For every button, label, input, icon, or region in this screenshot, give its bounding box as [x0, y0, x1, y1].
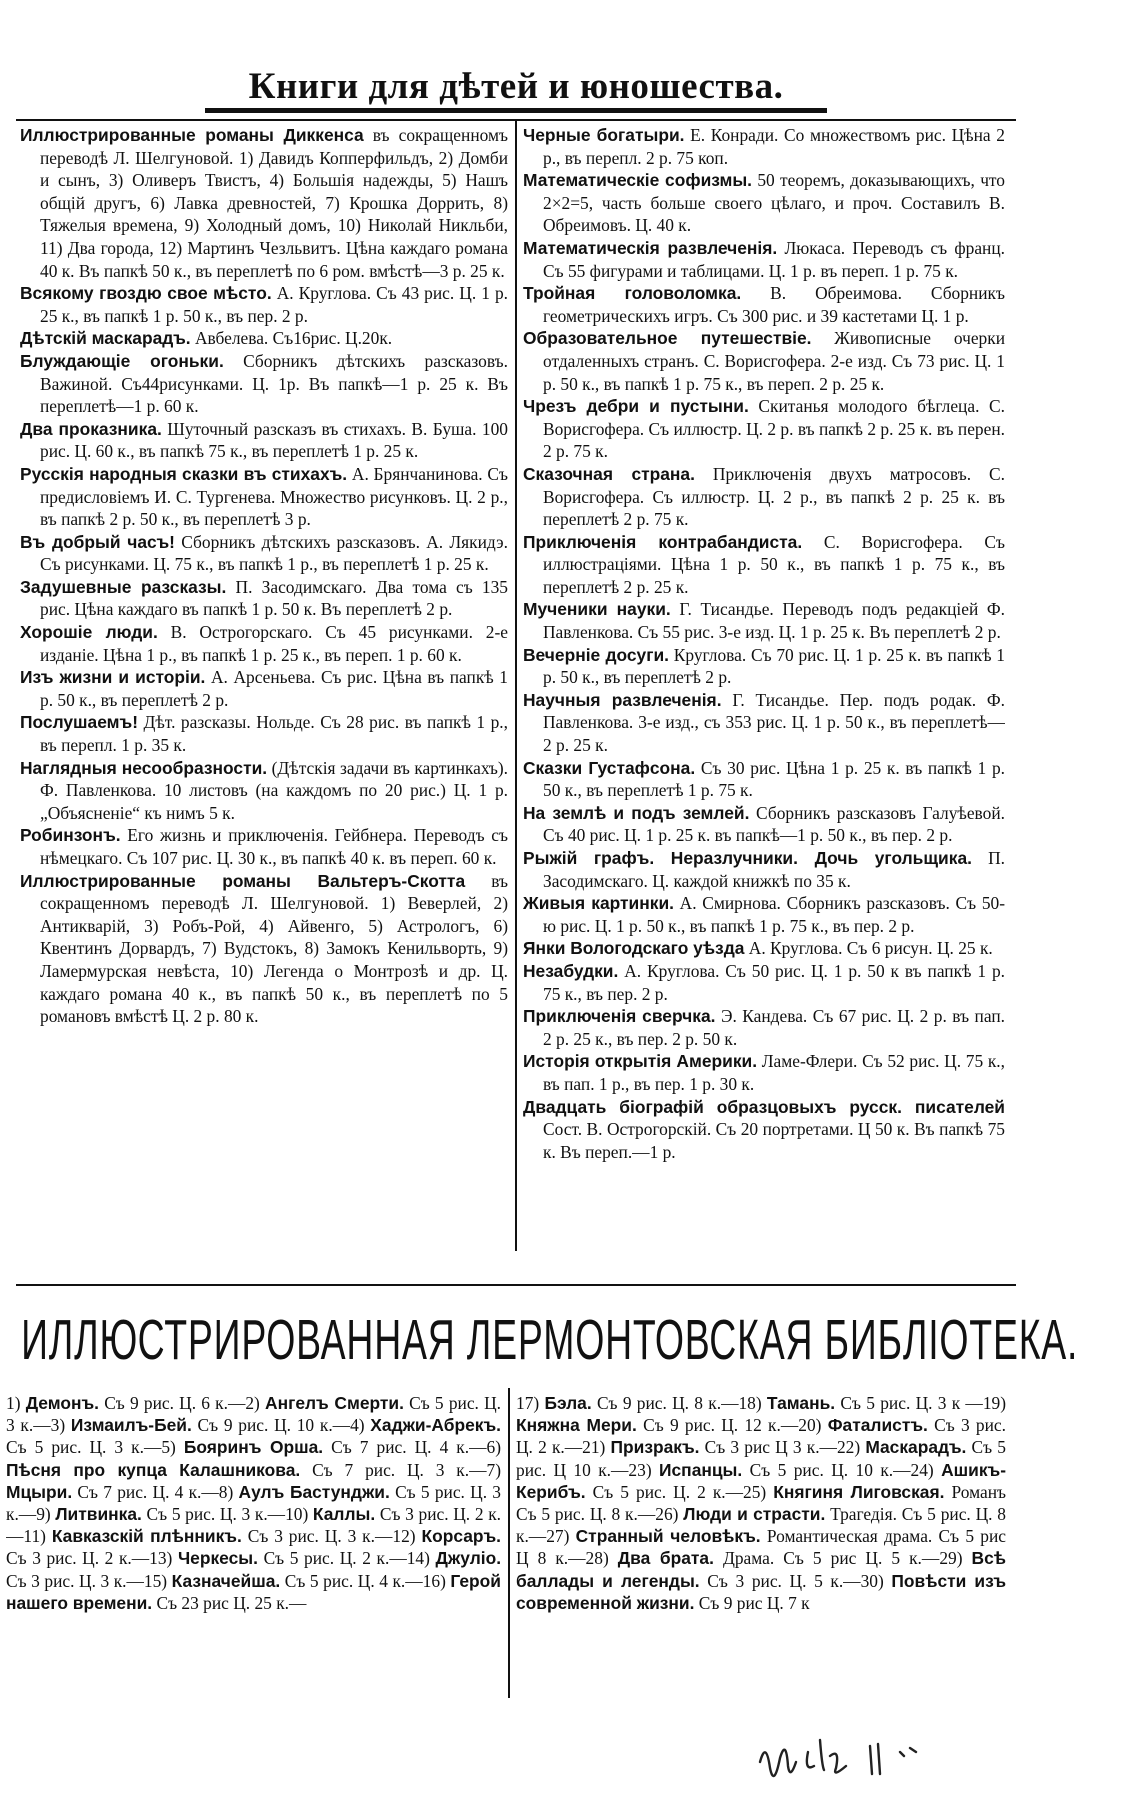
library-item-number: 9): [36, 1504, 56, 1525]
entry-title: Научныя развлеченія.: [523, 689, 722, 710]
entry-details: Люкаса. Переводъ съ франц. Съ 55 фигурами и таблицами. Ц. 1 р. въ переп. 1 р. 75 к.: [543, 237, 1005, 281]
library-item-title: Странный человѣкъ.: [575, 1526, 761, 1547]
library-item-number: 11): [23, 1526, 52, 1547]
entry-details: Ламе-Флери. Съ 52 рис. Ц. 75 к., въ пап. 1 р., въ пер. 1 р. 30 к.: [543, 1051, 1005, 1094]
book-entry: [20, 327, 508, 350]
library-item-number: 23): [628, 1459, 660, 1480]
entry-details: А. Брянчанинова. Съ предисловіемъ И. С. Тургенева. Множество рисунковъ. Ц. 2 р., въ папкѣ 2 р. 50 к., въ переплетѣ 3 р.: [40, 463, 508, 530]
entry-details: А. Смирнова. Сборникъ разсказовъ. Съ 50-ю рис. Ц. 1 р. 50 к., въ папкѣ 1 р. 75 к., въ пер. 2 р.: [543, 893, 1005, 936]
library-item-details: Съ 3 рис. Ц. 2 к.—: [6, 1504, 501, 1547]
entry-details: Скитанья молодого бѣглеца. С. Ворисгофера. Съ иллюстр. Ц. 2 р. въ папкѣ 2 р. 25 к. въ перен. 2 р. 75 к.: [543, 396, 1005, 462]
library-item-details: Съ 9 рис. Ц. 12 к.—: [636, 1415, 799, 1436]
library-item-details: Трагедія. Съ 5 рис. Ц. 8 к.—: [516, 1504, 1006, 1547]
entry-details: А. Круглова. Съ 43 рис. Ц. 1 р. 25 к., въ папкѣ 1 р. 50 к., въ пер. 2 р.: [40, 283, 508, 326]
entry-details: А. Арсеньева. Съ рис. Цѣна въ папкѣ 1 р. 50 к., въ переплетѣ 2 р.: [40, 667, 508, 710]
entry-details: Е. Конради. Со множествомъ рис. Цѣна 2 р., въ перепл. 2 р. 75 коп.: [543, 125, 1005, 168]
entry-details: С. Ворисгофера. Съ иллюстраціями. Цѣна 1 р. 50 к., въ папкѣ 1 р. 75 к., въ переплетѣ 2 р. 25 к.: [543, 531, 1005, 597]
column-divider: [515, 121, 517, 1251]
entry-title: Задушевные разсказы.: [20, 576, 227, 597]
book-entry: [523, 395, 1005, 463]
book-entry: [523, 757, 1005, 802]
entry-title: Приключенія сверчка.: [523, 1006, 716, 1027]
library-item-number: 10): [285, 1504, 313, 1525]
library-item-number: 6): [486, 1437, 501, 1458]
book-entry: [523, 282, 1005, 327]
right-column: [523, 124, 1005, 1252]
library-item-title: Измаилъ-Бей.: [70, 1415, 192, 1436]
entry-details: Сборникъ дѣтскихъ разсказовъ. А. Лякидэ. Съ рисунками. Ц. 75 к., въ папкѣ 1 р., въ переплетѣ 1 р. 25 к.: [40, 531, 508, 575]
page-title: Книги для дѣтей и юношества.: [248, 66, 784, 107]
library-item-title: Литвинка.: [55, 1504, 142, 1525]
library-item-details: Съ 5 рис. Ц 10 к.—: [516, 1437, 1006, 1480]
book-entry: [20, 870, 508, 1028]
library-item-title: Аулъ Бастунджи.: [238, 1481, 390, 1502]
library-item-title: Черкесы.: [177, 1548, 258, 1569]
library-item-title: Фаталистъ.: [827, 1415, 928, 1436]
library-item-number: 15): [143, 1570, 172, 1591]
section-rule: [16, 1284, 1016, 1286]
entry-title: Блуждающіе огоньки.: [20, 350, 224, 371]
library-item-details: Съ 5 рис. Ц. 3 к.—: [6, 1393, 501, 1436]
entry-title: Математическіе софизмы.: [523, 170, 753, 191]
book-entry: [523, 1050, 1005, 1095]
library-item-details: Съ 3 рис. Ц. 3 к.—: [6, 1570, 144, 1591]
library-item-title: Княжна Мери.: [516, 1415, 637, 1436]
entry-details: Живописные очерки отдаленныхъ странъ. С. Ворисгофера. 2-е изд. Съ 73 рис. Ц. 1 р. 50 к., въ папкѣ 1 р. 75 к., въ переп. 2 р. 25 к.: [543, 328, 1005, 394]
library-item-title: Кавказскій плѣнникъ.: [51, 1526, 242, 1547]
library-item-title: Пѣсня про купца Калашникова.: [6, 1459, 301, 1480]
book-entry: [523, 892, 1005, 937]
entry-details: П. Засодимскаго. Ц. каждой книжкѣ по 35 к.: [543, 848, 1005, 891]
library-item-details: Романъ Съ 5 рис. Ц. 8 к.—: [516, 1481, 1006, 1525]
library-item-number: 28): [585, 1548, 618, 1569]
entry-details: Дѣт. разсказы. Нольде. Съ 28 рис. въ папкѣ 1 р., въ перепл. 1 р. 35 к.: [40, 712, 508, 756]
entry-title: Мученики науки.: [523, 599, 671, 620]
book-entry: [523, 689, 1005, 757]
book-entry: [20, 531, 508, 576]
library-item-details: Съ 5 рис. Ц. 3 к.—: [6, 1481, 501, 1525]
library-item-details: Съ 5 рис. Ц. 10 к.—: [742, 1459, 911, 1480]
entry-title: Тройная головоломка.: [523, 283, 742, 304]
library-item-title: Всѣ баллады и легенды.: [516, 1548, 1006, 1591]
entry-details: П. Засодимскаго. Два тома съ 135 рис. Цѣна каждаго въ папкѣ 1 р. 50 к. Въ переплетѣ 2 р.: [40, 576, 508, 620]
entry-title: Два проказника.: [20, 418, 162, 439]
library-item-details: Съ 3 рис. Ц. 2 к.—: [6, 1548, 150, 1569]
library-item-title: Мцыри.: [6, 1481, 73, 1502]
library-item-details: Съ 9 рис. Ц. 10 к.—: [191, 1415, 351, 1436]
library-item-title: Герой нашего времени.: [6, 1570, 501, 1613]
library-item-title: Два брата.: [617, 1548, 714, 1569]
library-item-title: Люди и страсти.: [683, 1504, 826, 1525]
library-item-details: Съ 5 рис. Ц. 2 к.—: [585, 1481, 744, 1502]
library-item-title: Казначейша.: [171, 1570, 281, 1591]
entry-details: Съ 30 рис. Цѣна 1 р. 25 к. въ папкѣ 1 р. 50 к., въ переплетѣ 1 р. 75 к.: [543, 757, 1005, 801]
entry-title: Сказочная страна.: [523, 463, 695, 484]
entry-details: Его жизнь и приключенія. Гейбнера. Переводъ съ нѣмецкаго. Съ 107 рис. Ц. 30 к., въ папкѣ 40 к. въ переп. 60 к.: [40, 825, 508, 868]
entry-title: Двадцать біографій образцовыхъ русск. писателей: [523, 1096, 1005, 1117]
book-entry: [20, 576, 508, 621]
entry-title: Наглядныя несообразности.: [20, 757, 268, 778]
entry-title: Иллюстрированные романы Диккенса: [20, 125, 364, 145]
library-item-number: 12): [392, 1526, 422, 1547]
entry-title: Хорошіе люди.: [20, 622, 158, 643]
library-item-number: 29): [939, 1548, 972, 1569]
library-item-number: 1): [6, 1393, 26, 1413]
library-item-details: Съ 7 рис. Ц. 4 к.—: [72, 1481, 219, 1502]
library-item-number: 14): [406, 1548, 436, 1569]
entry-title: Въ добрый часъ!: [20, 531, 175, 552]
library-item-details: Драма. Съ 5 рис Ц. 5 к.—: [713, 1548, 940, 1569]
library-item-number: 20): [798, 1415, 828, 1436]
library-item-number: 19): [982, 1393, 1006, 1413]
entry-details: въ сокращенномъ переводѣ Л. Шелгуновой. 1) Веверлей, 2) Антикварій, 3) Робъ-Рой, 4) Айвенго, 5) Астрологъ, 6) Квентинъ Дорвардъ, 7) Вудстокъ, 8) Замокъ Кенильворть, 9) Ламермурская невѣста, 10) Легенда о Монтрозѣ и др. Ц. каждаго романа 40 к., въ папкѣ 50 к., въ переплетѣ по 5 романовъ вмѣстѣ Ц. 2 р. 80 к.: [40, 870, 508, 1027]
entry-details: Приключенія двухъ матросовъ. С. Ворисгофера. Съ иллюстр. Ц. 2 р., въ папкѣ 2 р. 25 к. въ переплетѣ 2 р. 75 к.: [543, 463, 1005, 530]
entry-title: Приключенія контрабандиста.: [523, 531, 803, 552]
library-item-title: Корсаръ.: [421, 1526, 501, 1547]
library-item-number: 8): [218, 1481, 239, 1502]
book-entry: [523, 644, 1005, 689]
library-item-details: Съ 9 рис. Ц. 6 к.—: [99, 1393, 246, 1413]
library-item-details: Романтическая драма. Съ 5 рис Ц 8 к.—: [516, 1526, 1006, 1569]
library-item-title: Повѣсти изъ современной жизни.: [516, 1570, 1006, 1613]
book-entry: [523, 802, 1005, 847]
book-entry: [20, 282, 508, 327]
entry-details: Сост. В. Острогорскій. Съ 20 портретами. Ц 50 к. Въ папкѣ 75 к. Въ переп.—1 р.: [543, 1119, 1005, 1162]
library-banner: [21, 1300, 1079, 1380]
library-item-title: Демонъ.: [25, 1393, 100, 1413]
library-item-number: 17): [516, 1393, 545, 1413]
library-item-details: Съ 5 рис. Ц. 3 к —: [835, 1393, 983, 1413]
library-item-details: Съ 9 рис. Ц. 8 к.—: [591, 1393, 739, 1413]
book-entry: [523, 598, 1005, 643]
entry-details: (Дѣтскія задачи въ картинкахъ). Ф. Павленкова. 10 листовъ (на каждомъ по 20 рис.) Ц. 1 р. „Объясненіе“ къ нимъ 5 к.: [40, 757, 508, 823]
library-item-number: 3): [50, 1415, 71, 1436]
title-underline: [205, 108, 827, 113]
entry-details: Г. Тисандье. Пер. подъ родак. Ф. Павленкова. 3-е изд., съ 353 рис. Ц. 1 р. 50 к., въ переплетѣ—2 р. 25 к.: [543, 689, 1005, 756]
entry-title: Живыя картинки.: [523, 893, 674, 914]
library-item-details: Съ 5 рис. Ц. 2 к.—: [257, 1548, 407, 1569]
book-entry: [20, 350, 508, 418]
entry-title: Незабудки.: [523, 960, 619, 981]
library-item-number: 21): [582, 1437, 611, 1458]
entry-details: Сборникъ дѣтскихъ разсказовъ. Важиной. Съ44рисунками. Ц. 1р. Въ папкѣ—1 р. 25 к. Въ переплетѣ—1 р. 60 к.: [40, 350, 508, 417]
entry-title: Математическія развлеченія.: [523, 237, 778, 258]
entry-details: въ сокращенномъ переводѣ Л. Шелгуновой. 1) Давидъ Копперфильдъ, 2) Домби и сынъ, 3) Оливеръ Твистъ, 4) Большія надежды, 5) Нашъ общій другъ, 6) Лавка древностей, 7) Крошка Доррить, 8) Тяжелыя времена, 9) Холодный домъ, 10) Николай Никльби, 11) Два города, 12) Мартинъ Чезльвитъ. Цѣна каждаго романа 40 к. Въ папкѣ 50 к., въ переплетѣ по 6 ром. вмѣстѣ—3 р. 25 к.: [40, 125, 508, 281]
library-item-number: 4): [350, 1415, 371, 1436]
entry-details: 50 теоремъ, доказывающихъ, что 2×2=5, часть больше своего цѣлаго, и проч. Составилъ В. Обреимовъ. Ц. 40 к.: [543, 170, 1005, 236]
entry-title: Образовательное путешествіе.: [523, 328, 812, 349]
library-item-title: Хаджи-Абрекъ.: [370, 1415, 501, 1436]
library-item-number: 2): [245, 1393, 266, 1413]
book-entry: [523, 531, 1005, 599]
entry-details: А. Круглова. Съ 6 рисун. Ц. 25 к.: [744, 938, 993, 959]
entry-title: Иллюстрированные романы Вальтеръ-Скотта: [20, 870, 466, 891]
book-entry: [523, 463, 1005, 531]
library-item-number: 7): [486, 1459, 501, 1480]
library-item-details: Съ 7 рис. Ц. 3 к.—: [300, 1459, 487, 1480]
book-entry: [523, 327, 1005, 395]
entry-details: В. Острогорскаго. Съ 45 рисунками. 2-е изданіе. Цѣна 1 р., въ папкѣ 1 р. 25 к., въ переп. 1 р. 60 к.: [40, 622, 508, 665]
book-entry: [20, 124, 508, 282]
entry-title: Рыжій графъ. Неразлучники. Дочь угольщика.: [523, 848, 972, 868]
entry-title: Дѣтскій маскарадъ.: [20, 328, 191, 349]
library-item-number: 16): [422, 1570, 451, 1591]
library-item-details: Съ 9 рис Ц. 7 к: [694, 1592, 810, 1613]
library-left-column: [6, 1392, 501, 1702]
library-item-title: Испанцы.: [659, 1459, 743, 1480]
library-item-number: 24): [910, 1459, 942, 1480]
library-right-column: [516, 1392, 1006, 1702]
book-entry: [523, 937, 1005, 960]
entry-title: Изъ жизни и исторіи.: [20, 667, 206, 688]
library-item-number: 26): [655, 1504, 684, 1525]
library-item-details: Съ 5 рис. Ц. 3 к.—: [6, 1437, 162, 1458]
entry-title: Послушаемъ!: [20, 712, 138, 733]
book-entry: [523, 847, 1005, 892]
entry-title: Янки Вологодскаго уѣзда: [523, 938, 745, 959]
library-item-title: Призракъ.: [610, 1437, 700, 1458]
entry-details: А. Круглова. Съ 50 рис. Ц. 1 р. 50 к въ папкѣ 1 р. 75 к., въ пер. 2 р.: [543, 960, 1005, 1004]
book-entry: [523, 169, 1005, 237]
entry-title: Русскія народныя сказки въ стихахъ.: [20, 463, 348, 484]
book-entry: [20, 711, 508, 756]
handwritten-mark: [750, 1722, 970, 1802]
book-entry: [523, 960, 1005, 1005]
library-column-divider: [508, 1388, 510, 1698]
entry-details: Круглова. Съ 70 рис. Ц. 1 р. 25 к. въ папкѣ 1 р. 50 к., въ переплетѣ 2 р.: [543, 644, 1005, 688]
library-item-number: 27): [546, 1526, 576, 1547]
library-item-number: 30): [860, 1570, 892, 1591]
library-item-title: Княгиня Лиговская.: [773, 1481, 945, 1502]
entry-title: Исторія открытія Америки.: [523, 1051, 758, 1072]
library-item-title: Ашикъ-Керибъ.: [516, 1459, 1006, 1502]
library-item-title: Джуліо.: [435, 1548, 501, 1569]
library-item-details: Съ 3 рис. Ц. 3 к.—: [241, 1526, 393, 1547]
book-entry: [20, 418, 508, 463]
entry-details: Авбелева. Съ16рис. Ц.20к.: [190, 328, 393, 349]
library-item-number: 18): [738, 1393, 767, 1413]
library-item-details: Съ 23 рис Ц. 25 к.—: [152, 1592, 307, 1613]
book-entry: [523, 124, 1005, 169]
library-item-details: Съ 3 рис Ц 3 к.—: [699, 1437, 837, 1458]
entry-title: Черные богатыри.: [523, 125, 685, 145]
entry-title: Робинзонъ.: [20, 825, 121, 846]
entry-title: Всякому гвоздю свое мѣсто.: [20, 283, 272, 304]
book-entry: [20, 757, 508, 825]
library-item-number: 25): [743, 1481, 774, 1502]
book-entry: [20, 824, 508, 869]
entry-details: Г. Тисандье. Переводъ подъ редакціей Ф. Павленкова. Съ 55 рис. 3-е изд. Ц. 1 р. 25 к. Въ переплетѣ 2 р.: [543, 599, 1005, 643]
left-column: [20, 124, 508, 1252]
book-entry: [20, 666, 508, 711]
library-item-title: Бояринъ Орша.: [183, 1437, 324, 1458]
library-item-title: Маскарадъ.: [865, 1437, 967, 1458]
book-entry: [523, 237, 1005, 282]
library-item-title: Бэла.: [544, 1393, 592, 1413]
entry-details: Э. Кандева. Съ 67 рис. Ц. 2 р. въ пап. 2 р. 25 к., въ пер. 2 р. 50 к.: [543, 1006, 1005, 1049]
library-item-details: Съ 7 рис. Ц. 4 к.—: [323, 1437, 487, 1458]
entry-details: Сборникъ разсказовъ Галуѣевой. Съ 40 рис. Ц. 1 р. 25 к. въ папкѣ—1 р. 50 к., въ пер. 2 р.: [543, 802, 1005, 846]
book-entry: [20, 621, 508, 666]
library-item-title: Каллы.: [312, 1504, 376, 1525]
entry-title: Чрезъ дебри и пустыни.: [523, 396, 749, 417]
entry-details: В. Обреимова. Сборникъ геометрическихъ игръ. Съ 300 рис. и 39 кастетами Ц. 1 р.: [543, 283, 1005, 326]
entry-details: Шуточный разсказъ въ стихахъ. В. Буша. 100 рис. Ц. 60 к., въ папкѣ 75 к., въ переплетѣ 1 р. 25 к.: [40, 418, 508, 462]
entry-title: Сказки Густафсона.: [523, 757, 696, 778]
library-item-details: Съ 3 рис. Ц. 5 к.—: [699, 1570, 861, 1591]
library-item-number: 13): [149, 1548, 178, 1569]
entry-title: Вечерніе досуги.: [523, 644, 669, 665]
library-item-number: 22): [836, 1437, 866, 1458]
book-entry: [20, 463, 508, 531]
library-item-title: Ангелъ Смерти.: [265, 1393, 404, 1413]
entry-title: На землѣ и подъ землей.: [523, 802, 750, 823]
library-item-number: 5): [161, 1437, 184, 1458]
library-item-details: Съ 5 рис. Ц. 4 к.—: [280, 1570, 423, 1591]
library-item-details: Съ 3 рис. Ц. 2 к.—: [516, 1415, 1006, 1458]
library-item-title: Тамань.: [766, 1393, 836, 1413]
book-entry: [523, 1005, 1005, 1050]
library-item-details: Съ 5 рис. Ц. 3 к.—: [141, 1504, 286, 1525]
book-entry: [523, 1096, 1005, 1164]
library-title: ИЛЛЮСТРИРОВАННАЯ ЛЕРМОНТОВСКАЯ БИБЛІОТЕКА.: [21, 1308, 1079, 1372]
